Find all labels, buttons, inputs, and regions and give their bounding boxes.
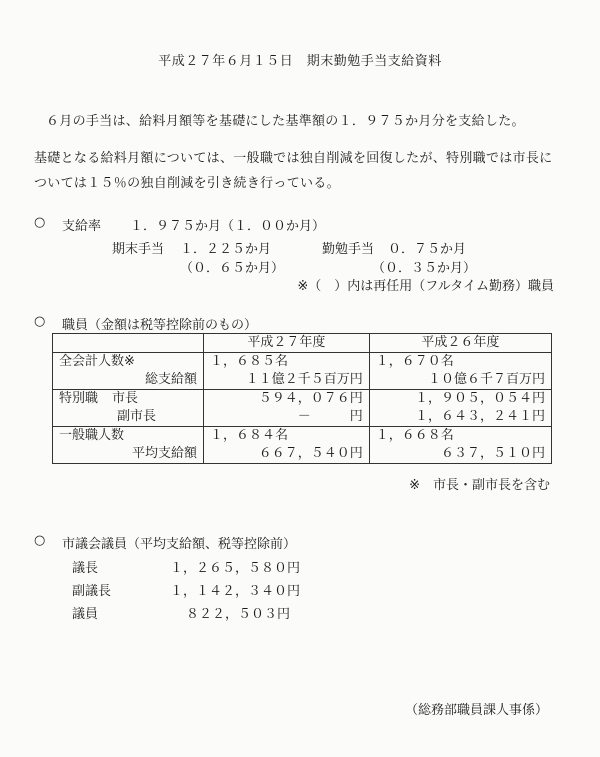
payment-rate-bullet: ○: [34, 215, 46, 230]
council-member-label: 議員: [72, 607, 99, 622]
general-count-h26: １，６６８名: [375, 428, 454, 443]
vice-mayor-h27: － 円: [297, 409, 363, 424]
staff-heading: 職員（金額は税等控除前のもの）: [62, 318, 258, 333]
avg-pay-label: 平均支給額: [131, 446, 197, 461]
mayor-h26: １，９０５，０５４円: [414, 391, 545, 406]
all-staff-h26-cell: [369, 353, 551, 390]
council-vice-chair-value: １，１４２，３４０円: [170, 584, 301, 599]
mayor-h27: ５９４，０７６円: [258, 391, 363, 406]
document-title: 平成２７年６月１５日 期末勤勉手当支給資料: [158, 54, 442, 69]
avg-pay-h26: ６３７，５１０円: [440, 446, 545, 461]
paragraph-1: ６月の手当は、給料月額等を基礎にした基準額の１．９７５か月分を支給した。: [46, 114, 525, 129]
column-header-h27: 平成２７年度: [204, 334, 370, 353]
payment-rate-label: 支給率: [62, 219, 102, 234]
council-bullet: ○: [34, 533, 46, 548]
column-header-h26: 平成２６年度: [369, 334, 551, 353]
total-pay-h27: １１億２千５百万円: [245, 372, 363, 387]
general-h26-cell: [369, 427, 551, 464]
table-row-special: [53, 390, 204, 427]
end-allowance-label: 期末手当: [112, 242, 165, 257]
total-pay-h26: １０億６千７百万円: [427, 372, 545, 387]
staff-note: ※ 市長・副市長を含む: [409, 478, 550, 493]
all-staff-h27-cell: [204, 353, 370, 390]
diligence-allowance-label: 勤勉手当: [322, 242, 375, 257]
special-h26-cell: [369, 390, 551, 427]
footer-department: （総務部職員課人事係）: [404, 703, 548, 718]
table-corner: [53, 334, 204, 353]
reappointed-note: ※（ ）内は再任用（フルタイム勤務）職員: [297, 279, 554, 294]
table-row-general: [53, 427, 204, 464]
council-vice-chair-label: 副議長: [72, 584, 112, 599]
general-h27-cell: [204, 427, 370, 464]
special-h27-cell: [204, 390, 370, 427]
payment-rate-value: １．９７５か月（１．００か月）: [130, 219, 326, 234]
end-allowance-value: １．２２５か月: [180, 242, 272, 257]
table-row-all-staff: [53, 353, 204, 390]
council-heading: 市議会議員（平均支給額、税等控除前）: [62, 537, 297, 552]
staff-table: [52, 333, 552, 464]
diligence-allowance-reappointed: （０．３５か月）: [372, 261, 477, 276]
total-pay-label: 総支給額: [144, 372, 197, 387]
end-allowance-reappointed: （０．６５か月）: [180, 261, 285, 276]
diligence-allowance-value: ０．７５か月: [388, 242, 467, 257]
mayor-label: 市長: [112, 391, 139, 406]
all-count-h27: １，６８５名: [210, 354, 289, 369]
staff-bullet: ○: [34, 314, 46, 329]
council-chair-label: 議長: [72, 561, 99, 576]
vice-mayor-h26: １，６４３，２４１円: [414, 409, 545, 424]
special-mayor-line: [59, 390, 197, 408]
paragraph-2-line-1: 基礎となる給料月額については、一般職では独自削減を回復したが、特別職では市長に: [34, 151, 553, 166]
vice-mayor-label: 副市長: [117, 409, 157, 424]
special-label: 特別職: [59, 391, 99, 406]
council-member-value: ８２２，５０３円: [186, 607, 291, 622]
all-count-h26: １，６７０名: [375, 354, 454, 369]
paragraph-2-line-2: ついては１５％の独自削減を引き続き行っている。: [34, 176, 340, 191]
general-count-label: 一般職人数: [59, 428, 125, 443]
avg-pay-h27: ６６７，５４０円: [258, 446, 363, 461]
all-count-label: 全会計人数※: [59, 354, 135, 369]
council-chair-value: １，２６５，５８０円: [170, 561, 301, 576]
general-count-h27: １，６８４名: [210, 428, 289, 443]
